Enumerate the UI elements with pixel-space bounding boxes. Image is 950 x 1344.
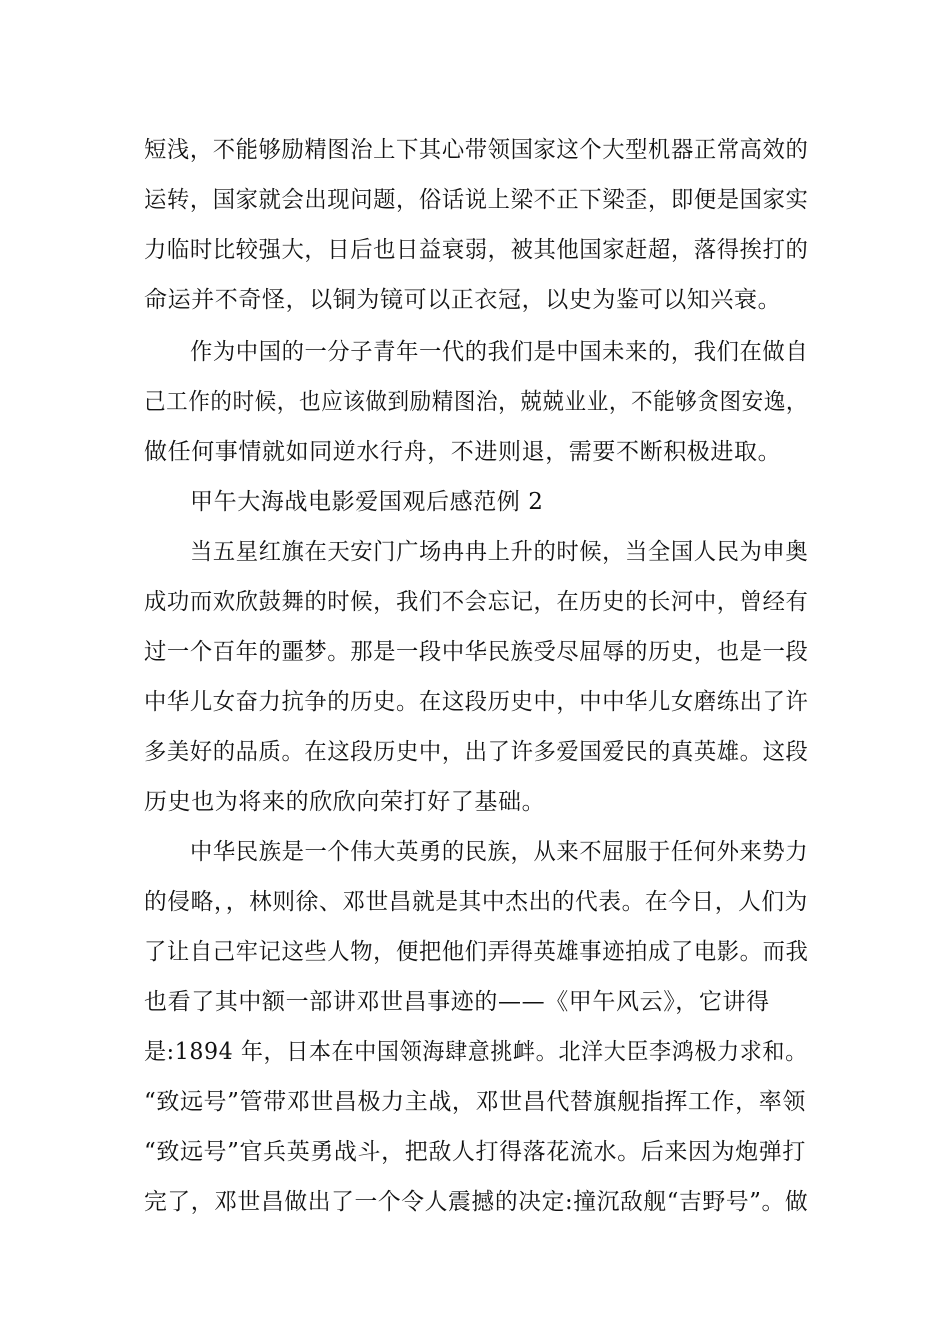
text-line: 命运并不奇怪，以铜为镜可以正衣冠，以史为鉴可以知兴衰。 xyxy=(144,287,782,313)
text-line: 运转，国家就会出现问题，俗话说上梁不正下梁歪，即便是国家实 xyxy=(144,187,809,213)
text-line: 中华儿女奋力抗争的历史。在这段历史中，中中华儿女磨练出了许 xyxy=(144,689,809,715)
text-line: 了让自己牢记这些人物，便把他们弄得英雄事迹拍成了电影。而我 xyxy=(144,939,809,965)
text-line: “致远号”官兵英勇战斗，把敌人打得落花流水。后来因为炮弹打 xyxy=(144,1139,806,1165)
text-line: 作为中国的一分子青年一代的我们是中国未来的，我们在做自 xyxy=(190,339,809,365)
text-line: 过一个百年的噩梦。那是一段中华民族受尽屈辱的历史，也是一段 xyxy=(144,639,809,665)
text-line: 力临时比较强大，日后也日益衰弱，被其他国家赶超，落得挨打的 xyxy=(144,237,809,263)
text-line: “致远号”管带邓世昌极力主战，邓世昌代替旗舰指挥工作，率领 xyxy=(144,1089,806,1115)
text-line: 己工作的时候，也应该做到励精图治，兢兢业业，不能够贪图安逸， xyxy=(144,389,809,415)
text-line: 中华民族是一个伟大英勇的民族，从来不屈服于任何外来势力 xyxy=(190,839,809,865)
text-line: 历史也为将来的欣欣向荣打好了基础。 xyxy=(144,789,546,815)
text-line: 多美好的品质。在这段历史中，出了许多爱国爱民的真英雄。这段 xyxy=(144,739,809,765)
text-line: 的侵略，，林则徐、邓世昌就是其中杰出的代表。在今日，人们为 xyxy=(144,889,808,915)
text-line: 当五星红旗在天安门广场冉冉上升的时候，当全国人民为申奥 xyxy=(190,539,809,565)
text-line: 是:1894 年，日本在中国领海肆意挑衅。北洋大臣李鸿极力求和。 xyxy=(144,1039,808,1065)
text-line: 短浅，不能够励精图治上下其心带领国家这个大型机器正常高效的 xyxy=(144,137,809,163)
section-heading: 甲午大海战电影爱国观后感范例 2 xyxy=(190,489,544,515)
text-line: 完了，邓世昌做出了一个令人震撼的决定:撞沉敌舰“吉野号”。做 xyxy=(144,1189,809,1215)
text-line: 做任何事情就如同逆水行舟，不进则退，需要不断积极进取。 xyxy=(144,439,782,465)
text-line: 也看了其中额一部讲邓世昌事迹的——《甲午风云》，它讲得 xyxy=(144,989,770,1015)
text-line: 成功而欢欣鼓舞的时候，我们不会忘记，在历史的长河中，曾经有 xyxy=(144,589,809,615)
